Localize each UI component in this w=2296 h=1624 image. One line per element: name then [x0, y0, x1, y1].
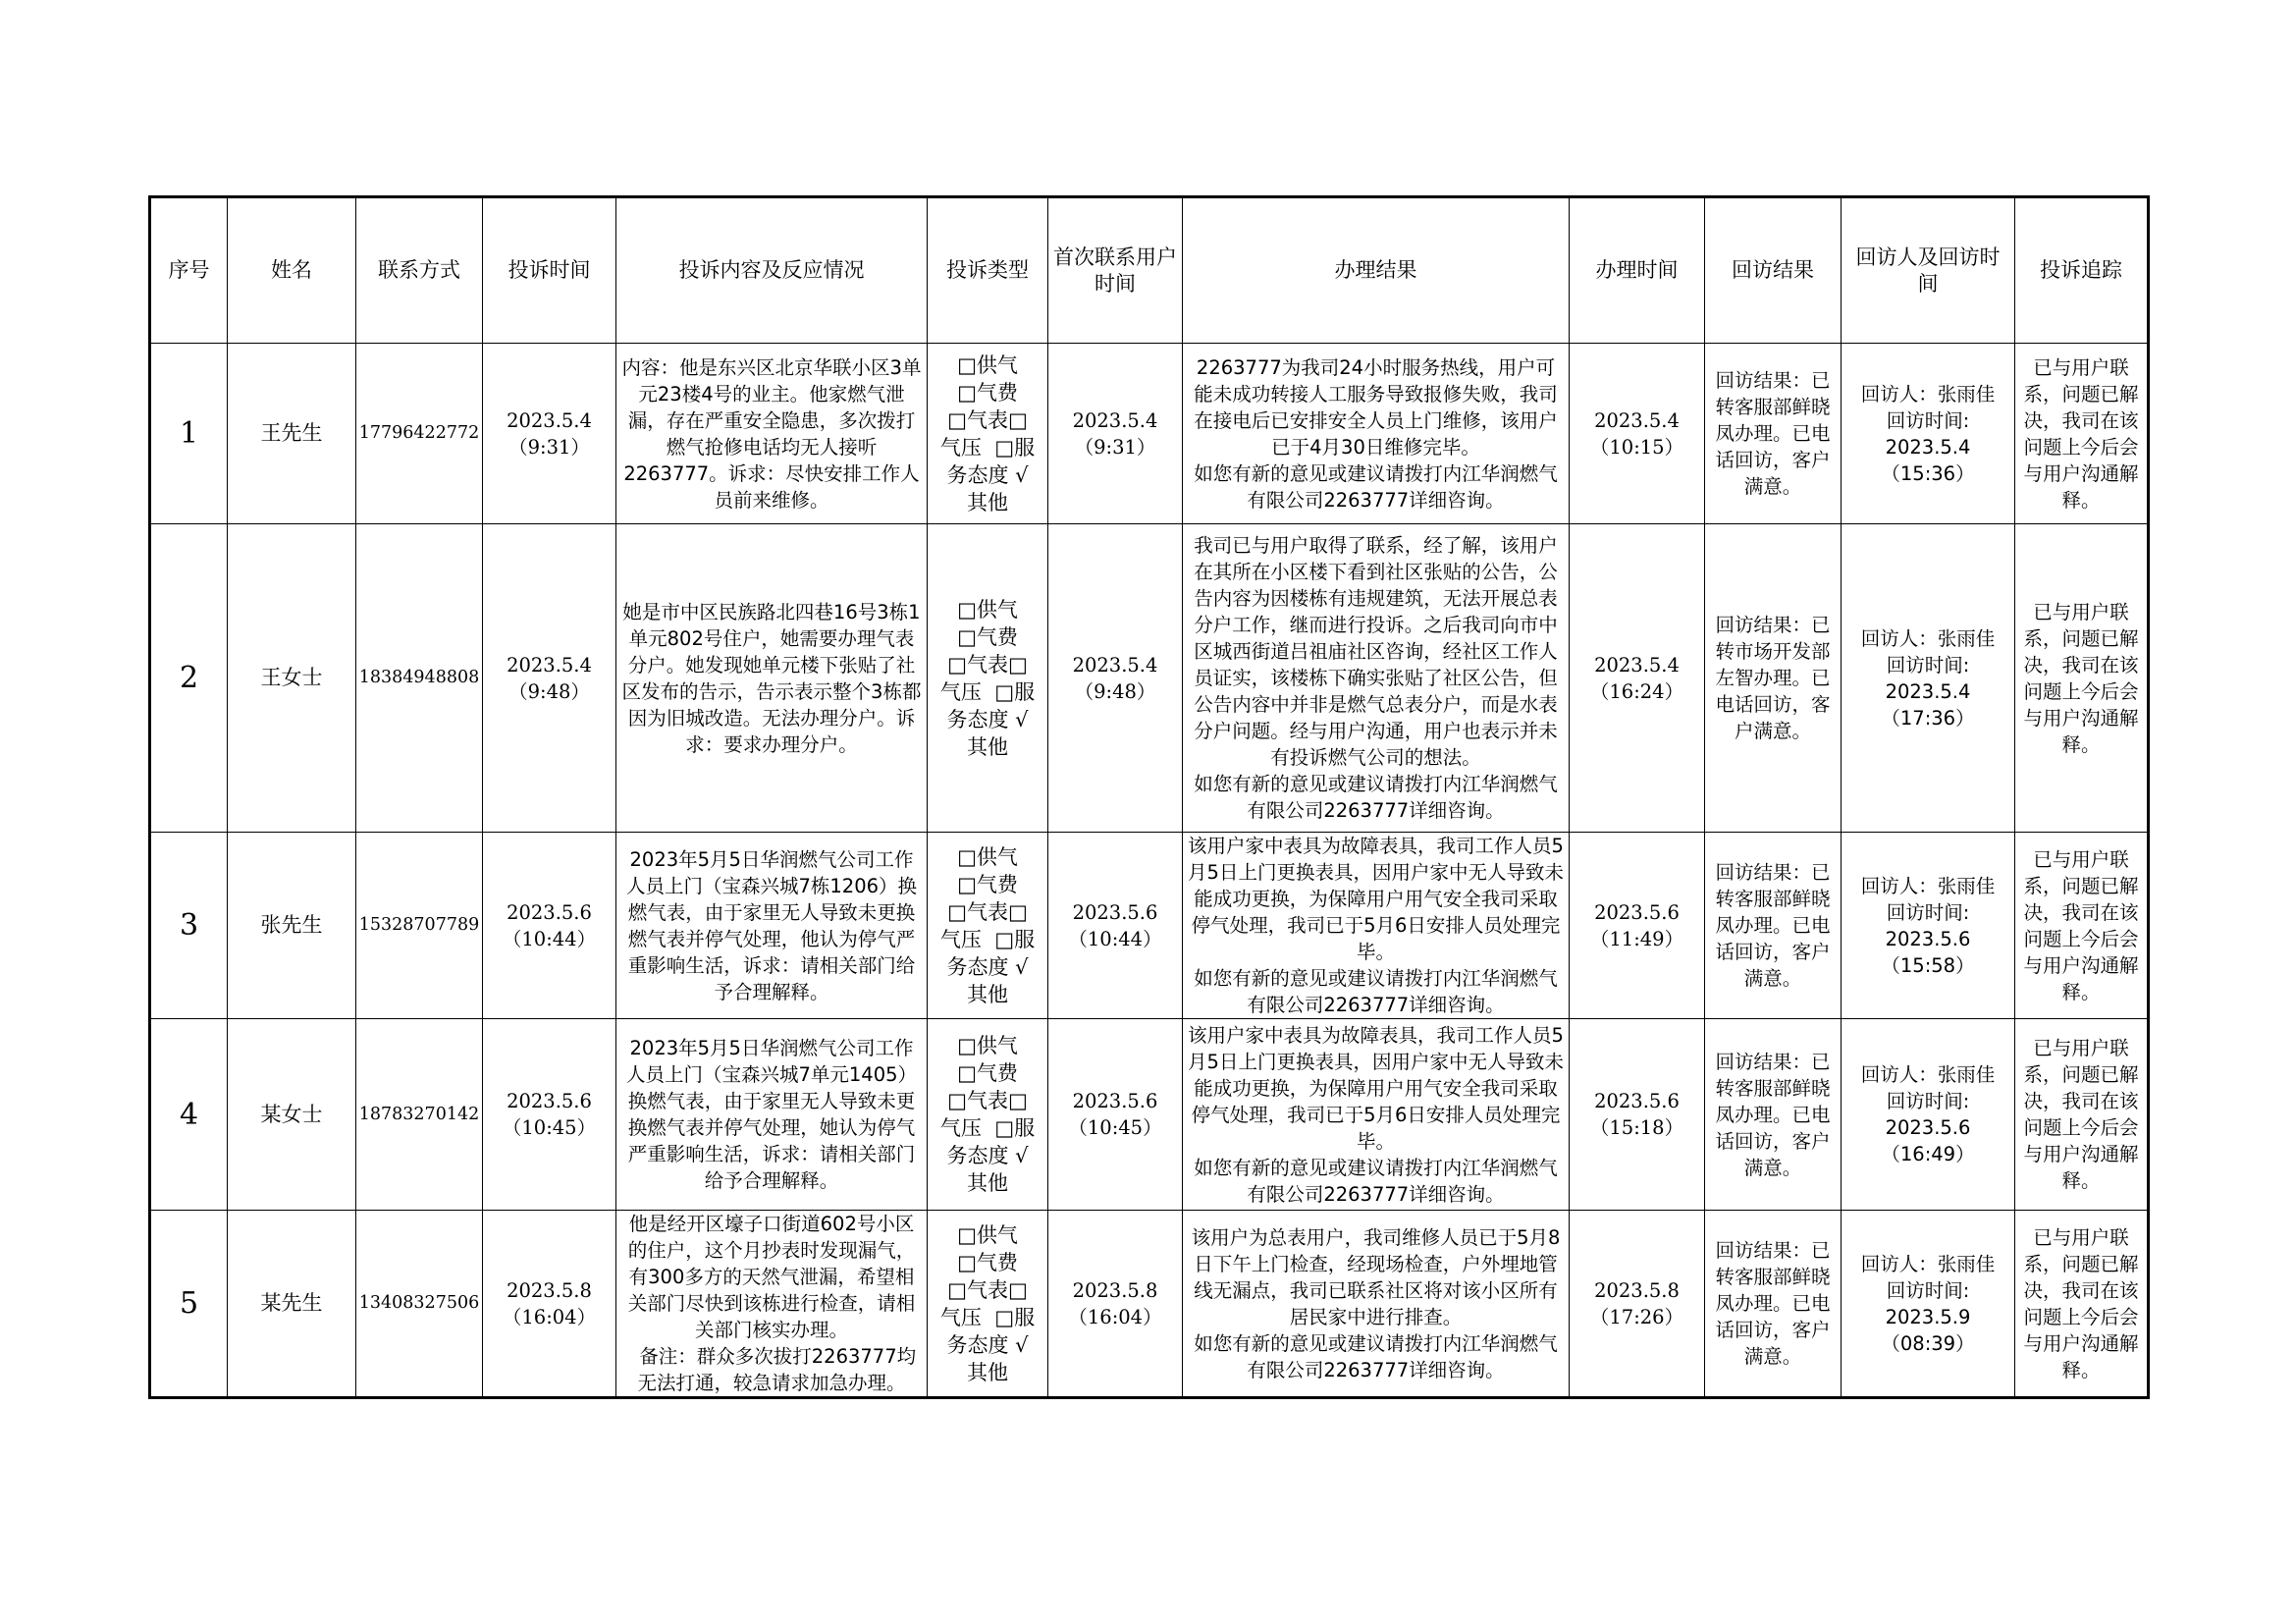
first-date: 2023.5.4: [1072, 408, 1158, 432]
row-handle-time: [1570, 344, 1705, 524]
visit-clock: （15:36）: [1881, 461, 1975, 485]
visitor-name: 回访人：张雨佳: [1860, 1063, 1996, 1086]
result-note: 如您有新的意见或建议请拨打内江华润燃气有限公司2263777详细咨询。: [1194, 1331, 1558, 1381]
visit-label: 回访时间:: [1886, 1278, 1970, 1302]
visit-date: 2023.5.4: [1885, 679, 1971, 703]
type-line: □气表□: [947, 899, 1028, 924]
type-line: □气表□: [947, 407, 1028, 432]
result-note: 如您有新的意见或建议请拨打内江华润燃气有限公司2263777详细咨询。: [1194, 967, 1558, 1016]
handle-clock: （17:26）: [1589, 1305, 1684, 1328]
type-line: □气费: [957, 1250, 1018, 1274]
followup-text: 已与用户联系，问题已解决，我司在该问题上今后会与用户沟通解释。: [2023, 355, 2139, 512]
row-visit-result: [1705, 1211, 1842, 1398]
row-visitor: [1842, 524, 2015, 833]
row-first-contact-time: [1048, 344, 1183, 524]
row-seq: 5: [150, 1211, 228, 1398]
row-type: [928, 833, 1048, 1019]
type-line: 气压 □服: [939, 679, 1036, 704]
row-result: [1183, 1211, 1570, 1398]
row-content: [616, 524, 928, 833]
row-phone: 17796422772: [356, 344, 483, 524]
row-complaint-time: [483, 1019, 616, 1211]
visit-label: 回访时间:: [1886, 653, 1970, 677]
row-complaint-time: [483, 524, 616, 833]
type-line: 其他: [967, 982, 1008, 1006]
row-visit-result: [1705, 344, 1842, 524]
row-result: [1183, 344, 1570, 524]
type-line: 气压 □服: [939, 927, 1036, 951]
row-seq: 2: [150, 524, 228, 833]
row-name: 某先生: [228, 1211, 356, 1398]
header-handle-time: 办理时间: [1570, 197, 1705, 344]
header-name: 姓名: [228, 197, 356, 344]
result-text: 我司已与用户取得了联系，经了解，该用户在其所在小区楼下看到社区张贴的公告，公告内容为因楼栋有违规建筑，无法开展总表分户工作，继而进行投诉。之后我司向市中区城西街道吕祖庙社区咨询，经社区工作人员证实，该楼栋下确实张贴了社区公告，但公告内容中并非是燃气总表分户，而是水表分户问题。经与用户沟通，用户也表示并未有投诉燃气公司的想法。: [1194, 534, 1558, 769]
row-visitor: [1842, 344, 2015, 524]
visit-clock: （15:58）: [1881, 953, 1975, 977]
visit-clock: （17:36）: [1881, 706, 1975, 730]
row-complaint-time: [483, 1211, 616, 1398]
content-note: 备注：群众多次拔打2263777均无法打通，较急请求加急办理。: [626, 1345, 917, 1394]
handle-clock: （11:49）: [1589, 927, 1684, 950]
visitor-name: 回访人：张雨佳: [1860, 382, 1996, 406]
type-line: □气表□: [947, 1089, 1028, 1112]
type-line: □供气: [957, 1034, 1018, 1057]
complaint-date: 2023.5.4: [507, 653, 592, 677]
type-line: □气费: [957, 872, 1018, 896]
result-text: 该用户为总表用户，我司维修人员已于5月8日下午上门检查，经现场检查，户外埋地管线无漏点，我司已联系社区将对该小区所有居民家中进行排查。: [1191, 1225, 1561, 1328]
complaint-clock: （10:45）: [502, 1116, 597, 1139]
row-result: [1183, 1019, 1570, 1211]
handle-date: 2023.5.6: [1594, 1090, 1680, 1112]
complaint-date: 2023.5.8: [507, 1278, 592, 1302]
row-first-contact-time: [1048, 524, 1183, 833]
followup-text: 已与用户联系，问题已解决，我司在该问题上今后会与用户沟通解释。: [2023, 847, 2139, 1003]
visitor-name: 回访人：张雨佳: [1860, 626, 1996, 650]
visit-result-text: 回访结果：已转客服部鲜晓凤办理。已电话回访，客户满意。: [1715, 1050, 1831, 1179]
type-line: 气压 □服: [939, 435, 1036, 460]
result-note: 如您有新的意见或建议请拨打内江华润燃气有限公司2263777详细咨询。: [1194, 773, 1558, 822]
row-visitor: [1842, 833, 2015, 1019]
header-followup: 投诉追踪: [2015, 197, 2149, 344]
row-visit-result: [1705, 833, 1842, 1019]
row-phone: 18783270142: [356, 1019, 483, 1211]
handle-date: 2023.5.8: [1594, 1278, 1680, 1302]
handle-clock: （10:15）: [1589, 435, 1684, 459]
result-text: 2263777为我司24小时服务热线，用户可能未成功转接人工服务导致报修失败，我司在接电后已安排安全人员上门维修，该用户已于4月30日维修完毕。: [1194, 355, 1558, 459]
header-content: 投诉内容及反应情况: [616, 197, 928, 344]
visitor-name: 回访人：张雨佳: [1860, 1252, 1996, 1275]
handle-date: 2023.5.4: [1594, 408, 1680, 432]
followup-text: 已与用户联系，问题已解决，我司在该问题上今后会与用户沟通解释。: [2023, 1225, 2139, 1381]
row-content: [616, 833, 928, 1019]
content-text: 2023年5月5日华润燃气公司工作人员上门（宝森兴城7栋1206）换燃气表，由于家里无人导致未更换燃气表并停气处理，他认为停气严重影响生活，诉求：请相关部门给予合理解释。: [625, 847, 918, 1003]
visit-clock: （16:49）: [1881, 1143, 1975, 1165]
table-row: [150, 1019, 2149, 1211]
row-result: [1183, 524, 1570, 833]
row-name: 某女士: [228, 1019, 356, 1211]
first-clock: （9:31）: [1074, 435, 1156, 459]
row-type: [928, 524, 1048, 833]
first-clock: （10:45）: [1068, 1116, 1162, 1139]
row-name: 王先生: [228, 344, 356, 524]
first-clock: （9:48）: [1074, 679, 1156, 703]
first-clock: （10:44）: [1068, 927, 1162, 950]
header-contact: 联系方式: [356, 197, 483, 344]
row-first-contact-time: [1048, 1211, 1183, 1398]
row-content: [616, 1211, 928, 1398]
row-first-contact-time: [1048, 1019, 1183, 1211]
visit-date: 2023.5.6: [1885, 1116, 1971, 1139]
row-seq: 4: [150, 1019, 228, 1211]
type-line: 其他: [967, 1171, 1008, 1195]
row-phone: 13408327506: [356, 1211, 483, 1398]
visit-date: 2023.5.9: [1885, 1305, 1971, 1328]
first-date: 2023.5.4: [1072, 653, 1158, 677]
complaint-clock: （16:04）: [502, 1305, 597, 1328]
row-handle-time: [1570, 1211, 1705, 1398]
type-line: 务态度 √: [946, 462, 1029, 487]
first-date: 2023.5.8: [1072, 1278, 1158, 1302]
visit-result-text: 回访结果：已转客服部鲜晓凤办理。已电话回访，客户满意。: [1715, 1239, 1831, 1368]
complaint-clock: （10:44）: [502, 927, 597, 950]
visit-result-text: 回访结果：已转市场开发部左智办理。已电话回访，客户满意。: [1715, 614, 1831, 742]
type-line: □供气: [957, 1222, 1018, 1247]
visit-date: 2023.5.4: [1885, 435, 1971, 459]
complaint-date: 2023.5.6: [507, 900, 592, 924]
first-date: 2023.5.6: [1072, 900, 1158, 924]
type-line: 其他: [967, 734, 1008, 759]
type-line: □气表□: [947, 652, 1028, 677]
handle-clock: （15:18）: [1589, 1116, 1684, 1139]
type-line: 务态度 √: [946, 954, 1029, 979]
row-followup: [2015, 524, 2149, 833]
visit-label: 回访时间:: [1886, 1090, 1970, 1112]
row-visitor: [1842, 1019, 2015, 1211]
visit-date: 2023.5.6: [1885, 927, 1971, 950]
type-line: 务态度 √: [946, 707, 1029, 731]
type-line: □气表□: [947, 1277, 1028, 1302]
visit-label: 回访时间:: [1886, 900, 1970, 924]
visit-result-text: 回访结果：已转客服部鲜晓凤办理。已电话回访，客户满意。: [1715, 861, 1831, 990]
type-line: 其他: [967, 1360, 1008, 1384]
row-followup: [2015, 1019, 2149, 1211]
table-row: [150, 524, 2149, 833]
type-line: 气压 □服: [939, 1116, 1036, 1140]
complaint-table: [148, 195, 2150, 1399]
type-line: 其他: [967, 490, 1008, 514]
content-text: 内容：他是东兴区北京华联小区3单元23楼4号的业主。他家燃气泄漏，存在严重安全隐患，多次拨打燃气抢修电话均无人接听2263777。诉求：尽快安排工作人员前来维修。: [621, 355, 922, 512]
header-result: 办理结果: [1183, 197, 1570, 344]
content-text: 她是市中区民族路北四巷16号3栋1单元802号住户，她需要办理气表分户。她发现她单元楼下张贴了社区发布的告示，告示表示整个3栋都因为旧城改造。无法办理分户。诉求：要求办理分户。: [621, 600, 922, 756]
visit-result-text: 回访结果：已转客服部鲜晓凤办理。已电话回访，客户满意。: [1715, 369, 1831, 498]
followup-text: 已与用户联系，问题已解决，我司在该问题上今后会与用户沟通解释。: [2023, 1037, 2139, 1192]
row-phone: 18384948808: [356, 524, 483, 833]
row-name: 张先生: [228, 833, 356, 1019]
row-visit-result: [1705, 524, 1842, 833]
content-text: 他是经开区壕子口街道602号小区的住户，这个月抄表时发现漏气，有300多方的天然气泄漏，希望相关部门尽快到该栋进行检查，请相关部门核实办理。: [627, 1213, 916, 1341]
table-row: [150, 1211, 2149, 1398]
type-line: □供气: [957, 597, 1018, 622]
handle-date: 2023.5.4: [1594, 653, 1680, 677]
result-note: 如您有新的意见或建议请拨打内江华润燃气有限公司2263777详细咨询。: [1194, 1156, 1558, 1206]
row-followup: [2015, 1211, 2149, 1398]
row-type: [928, 1211, 1048, 1398]
row-content: [616, 344, 928, 524]
row-complaint-time: [483, 344, 616, 524]
visitor-name: 回访人：张雨佳: [1860, 874, 1996, 897]
followup-text: 已与用户联系，问题已解决，我司在该问题上今后会与用户沟通解释。: [2023, 600, 2139, 756]
type-line: 务态度 √: [946, 1332, 1029, 1357]
row-followup: [2015, 833, 2149, 1019]
row-seq: 1: [150, 344, 228, 524]
header-visit-result: 回访结果: [1705, 197, 1842, 344]
header-seq: 序号: [150, 197, 228, 344]
header-type: 投诉类型: [928, 197, 1048, 344]
header-first-contact-time: 首次联系用户时间: [1048, 197, 1183, 344]
row-phone: 15328707789: [356, 833, 483, 1019]
handle-date: 2023.5.6: [1594, 900, 1680, 924]
table-row: [150, 833, 2149, 1019]
type-line: □供气: [957, 352, 1018, 377]
handle-clock: （16:24）: [1589, 679, 1684, 703]
result-text: 该用户家中表具为故障表具，我司工作人员5月5日上门更换表具，因用户家中无人导致未能成功更换，为保障用户用气安全我司采取停气处理，我司已于5月6日安排人员处理完毕。: [1188, 1023, 1564, 1153]
result-text: 该用户家中表具为故障表具，我司工作人员5月5日上门更换表具，因用户家中无人导致未能成功更换，为保障用户用气安全我司采取停气处理，我司已于5月6日安排人员处理完毕。: [1188, 835, 1564, 963]
type-line: □气费: [957, 1061, 1018, 1085]
row-complaint-time: [483, 833, 616, 1019]
complaint-clock: （9:31）: [508, 435, 590, 459]
table-row: [150, 344, 2149, 524]
type-line: 气压 □服: [939, 1305, 1036, 1329]
type-line: □气费: [957, 624, 1018, 649]
visit-clock: （08:39）: [1881, 1331, 1975, 1355]
header-complaint-time: 投诉时间: [483, 197, 616, 344]
type-line: 务态度 √: [946, 1144, 1029, 1167]
content-text: 2023年5月5日华润燃气公司工作人员上门（宝森兴城7单元1405）换燃气表，由于家里无人导致未更换燃气表并停气处理，她认为停气严重影响生活，诉求：请相关部门给予合理解释。: [625, 1037, 918, 1192]
complaint-date: 2023.5.6: [507, 1090, 592, 1112]
row-result: [1183, 833, 1570, 1019]
type-line: □气费: [957, 380, 1018, 405]
first-date: 2023.5.6: [1072, 1090, 1158, 1112]
row-first-contact-time: [1048, 833, 1183, 1019]
row-handle-time: [1570, 1019, 1705, 1211]
row-content: [616, 1019, 928, 1211]
header-visitor: 回访人及回访时间: [1842, 197, 2015, 344]
row-type: [928, 1019, 1048, 1211]
row-handle-time: [1570, 833, 1705, 1019]
header-row: [150, 197, 2149, 344]
complaint-clock: （9:48）: [508, 679, 590, 703]
row-seq: 3: [150, 833, 228, 1019]
complaint-date: 2023.5.4: [507, 408, 592, 432]
row-name: 王女士: [228, 524, 356, 833]
visit-label: 回访时间:: [1886, 408, 1970, 432]
row-followup: [2015, 344, 2149, 524]
result-note: 如您有新的意见或建议请拨打内江华润燃气有限公司2263777详细咨询。: [1194, 461, 1558, 512]
row-handle-time: [1570, 524, 1705, 833]
row-type: [928, 344, 1048, 524]
first-clock: （16:04）: [1068, 1305, 1162, 1328]
row-visit-result: [1705, 1019, 1842, 1211]
row-visitor: [1842, 1211, 2015, 1398]
type-line: □供气: [957, 844, 1018, 869]
